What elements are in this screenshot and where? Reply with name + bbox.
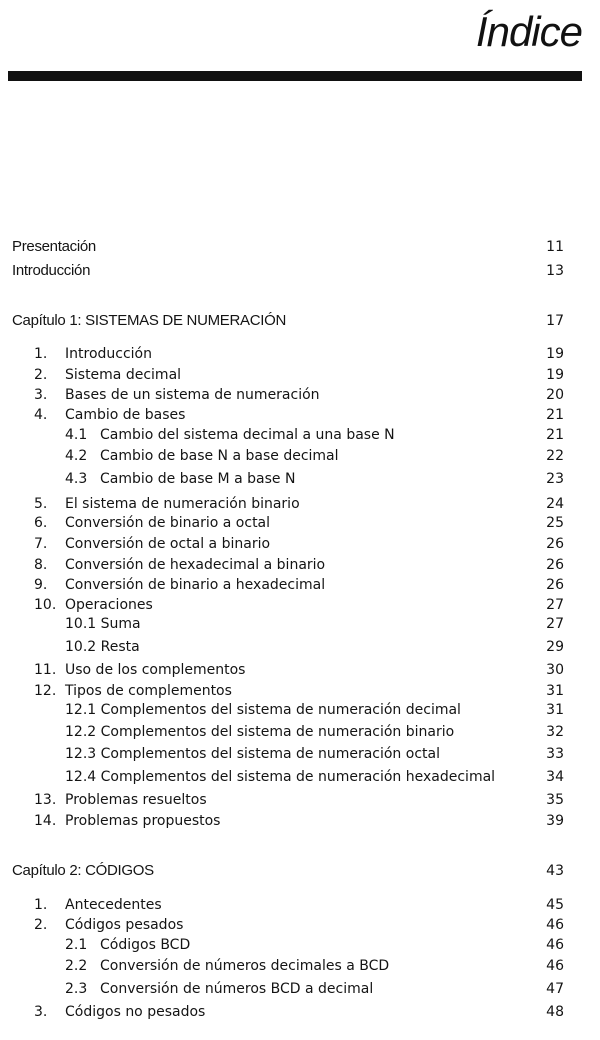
toc-entry-title: Conversión de números decimales a BCD xyxy=(100,958,390,974)
toc-entry-title: Cambio del sistema decimal a una base N xyxy=(100,427,395,443)
toc-entry-page: 32 xyxy=(546,724,564,740)
toc-entry-number: 2. xyxy=(34,917,48,933)
toc-entry-title: Cambio de base M a base N xyxy=(100,471,296,487)
toc-entry-title: 12.3 Complementos del sistema de numeración octal xyxy=(65,746,440,762)
toc-entry-number: 4.3 xyxy=(65,471,88,487)
toc-entry xyxy=(0,790,600,810)
toc-entry-page: 46 xyxy=(546,937,564,953)
toc-entry-title: 10.2 Resta xyxy=(65,639,140,655)
toc-entry xyxy=(0,722,600,742)
toc-entry xyxy=(0,365,600,385)
toc-entry-number: 1. xyxy=(34,897,48,913)
toc-entry-number: 7. xyxy=(34,536,48,552)
toc-entry xyxy=(0,895,600,915)
toc-entry-page: 13 xyxy=(546,263,564,279)
toc-entry-page: 35 xyxy=(546,792,564,808)
toc-entry-title: Introducción xyxy=(65,346,152,362)
toc-entry-page: 26 xyxy=(546,557,564,573)
toc-entry-number: 9. xyxy=(34,577,48,593)
toc-entry xyxy=(0,595,600,615)
toc-entry xyxy=(0,261,600,281)
toc-entry-title: Conversión de números BCD a decimal xyxy=(100,981,374,997)
toc-entry-title: Bases de un sistema de numeración xyxy=(65,387,320,403)
toc-entry-page: 43 xyxy=(546,863,564,879)
toc-entry-title: 12.1 Complementos del sistema de numeración decimal xyxy=(65,702,461,718)
toc-entry xyxy=(0,311,600,331)
toc-entry-page: 23 xyxy=(546,471,564,487)
toc-entry-page: 45 xyxy=(546,897,564,913)
toc-entry xyxy=(0,575,600,595)
toc-entry xyxy=(0,637,600,657)
toc-entry-title: Problemas propuestos xyxy=(65,813,221,829)
toc-entry-page: 27 xyxy=(546,597,564,613)
toc-entry-title: Códigos no pesados xyxy=(65,1004,206,1020)
toc-entry-title: Cambio de base N a base decimal xyxy=(100,448,339,464)
toc-entry-page: 21 xyxy=(546,407,564,423)
toc-entry-number: 12. xyxy=(34,683,57,699)
toc-entry xyxy=(0,494,600,514)
toc-entry-title: 12.2 Complementos del sistema de numeración binario xyxy=(65,724,455,740)
page-title: Índice xyxy=(475,8,582,55)
toc-entry-title: Conversión de hexadecimal a binario xyxy=(65,557,326,573)
toc-entry-page: 20 xyxy=(546,387,564,403)
toc-entry xyxy=(0,811,600,831)
toc-entry-page: 39 xyxy=(546,813,564,829)
toc-entry-number: 1. xyxy=(34,346,48,362)
toc-entry-page: 31 xyxy=(546,683,564,699)
toc-entry-page: 46 xyxy=(546,917,564,933)
toc-entry-title: Sistema decimal xyxy=(65,367,182,383)
toc-entry-title: El sistema de numeración binario xyxy=(65,496,300,512)
toc-entry-number: 8. xyxy=(34,557,48,573)
toc-entry xyxy=(0,660,600,680)
toc-entry-page: 11 xyxy=(546,239,564,255)
toc-entry-title: 12.4 Complementos del sistema de numeración hexadecimal xyxy=(65,769,496,785)
toc-entry-number: 11. xyxy=(34,662,57,678)
toc-entry-page: 19 xyxy=(546,367,564,383)
header-rule xyxy=(8,71,582,81)
toc-entry-page: 46 xyxy=(546,958,564,974)
toc-entry-number: 2. xyxy=(34,367,48,383)
toc-entry xyxy=(0,513,600,533)
toc-entry-number: 4.2 xyxy=(65,448,88,464)
toc-entry-title: Capítulo 1: SISTEMAS DE NUMERACIÓN xyxy=(12,312,287,329)
toc-entry-title: Presentación xyxy=(12,238,96,255)
toc-entry-page: 27 xyxy=(546,616,564,632)
toc-entry-number: 5. xyxy=(34,496,48,512)
toc-entry xyxy=(0,744,600,764)
toc-entry-page: 17 xyxy=(546,313,564,329)
toc-entry-page: 21 xyxy=(546,427,564,443)
toc-entry xyxy=(0,614,600,634)
toc-entry-title: 10.1 Suma xyxy=(65,616,141,632)
toc-entry xyxy=(0,1002,600,1022)
toc-entry xyxy=(0,935,600,955)
toc-entry xyxy=(0,956,600,976)
toc-entry-page: 47 xyxy=(546,981,564,997)
toc-entry-page: 26 xyxy=(546,577,564,593)
toc-entry-page: 34 xyxy=(546,769,564,785)
toc-entry-number: 14. xyxy=(34,813,57,829)
toc-entry xyxy=(0,767,600,787)
toc-entry-number: 4.1 xyxy=(65,427,88,443)
toc-entry xyxy=(0,446,600,466)
toc-entry-title: Códigos pesados xyxy=(65,917,184,933)
toc-entry-page: 24 xyxy=(546,496,564,512)
toc-entry-page: 48 xyxy=(546,1004,564,1020)
toc-entry-page: 25 xyxy=(546,515,564,531)
toc-entry-title: Conversión de binario a hexadecimal xyxy=(65,577,326,593)
toc-entry-page: 33 xyxy=(546,746,564,762)
toc-entry xyxy=(0,425,600,445)
toc-entry xyxy=(0,979,600,999)
toc-entry xyxy=(0,861,600,881)
toc-entry-number: 3. xyxy=(34,1004,48,1020)
toc-entry-title: Conversión de binario a octal xyxy=(65,515,271,531)
toc-entry xyxy=(0,534,600,554)
toc-entry-title: Antecedentes xyxy=(65,897,162,913)
toc-entry-title: Problemas resueltos xyxy=(65,792,207,808)
toc-entry-number: 6. xyxy=(34,515,48,531)
toc-entry-title: Uso de los complementos xyxy=(65,662,246,678)
toc-entry-title: Conversión de octal a binario xyxy=(65,536,271,552)
toc-entry-number: 2.2 xyxy=(65,958,88,974)
toc-entry-page: 29 xyxy=(546,639,564,655)
toc-entry-page: 19 xyxy=(546,346,564,362)
toc-entry xyxy=(0,555,600,575)
toc-entry-number: 2.1 xyxy=(65,937,88,953)
toc-entry-page: 30 xyxy=(546,662,564,678)
toc-entry-page: 31 xyxy=(546,702,564,718)
toc-entry-page: 22 xyxy=(546,448,564,464)
toc-entry xyxy=(0,405,600,425)
toc-entry xyxy=(0,237,600,257)
toc-entry-number: 13. xyxy=(34,792,57,808)
toc-entry-title: Operaciones xyxy=(65,597,153,613)
toc-entry-number: 10. xyxy=(34,597,57,613)
toc-entry-title: Capítulo 2: CÓDIGOS xyxy=(12,862,154,879)
toc-entry xyxy=(0,681,600,701)
toc-entry-title: Introducción xyxy=(12,262,91,279)
toc-entry xyxy=(0,385,600,405)
toc-entry-page: 26 xyxy=(546,536,564,552)
toc-entry xyxy=(0,915,600,935)
toc-entry xyxy=(0,700,600,720)
toc-entry-number: 2.3 xyxy=(65,981,88,997)
toc-entry-number: 4. xyxy=(34,407,48,423)
toc-entry-number: 3. xyxy=(34,387,48,403)
toc-entry xyxy=(0,344,600,364)
toc-entry-title: Cambio de bases xyxy=(65,407,186,423)
toc-entry xyxy=(0,469,600,489)
toc-entry-title: Códigos BCD xyxy=(100,937,191,953)
toc-entry-title: Tipos de complementos xyxy=(65,683,232,699)
